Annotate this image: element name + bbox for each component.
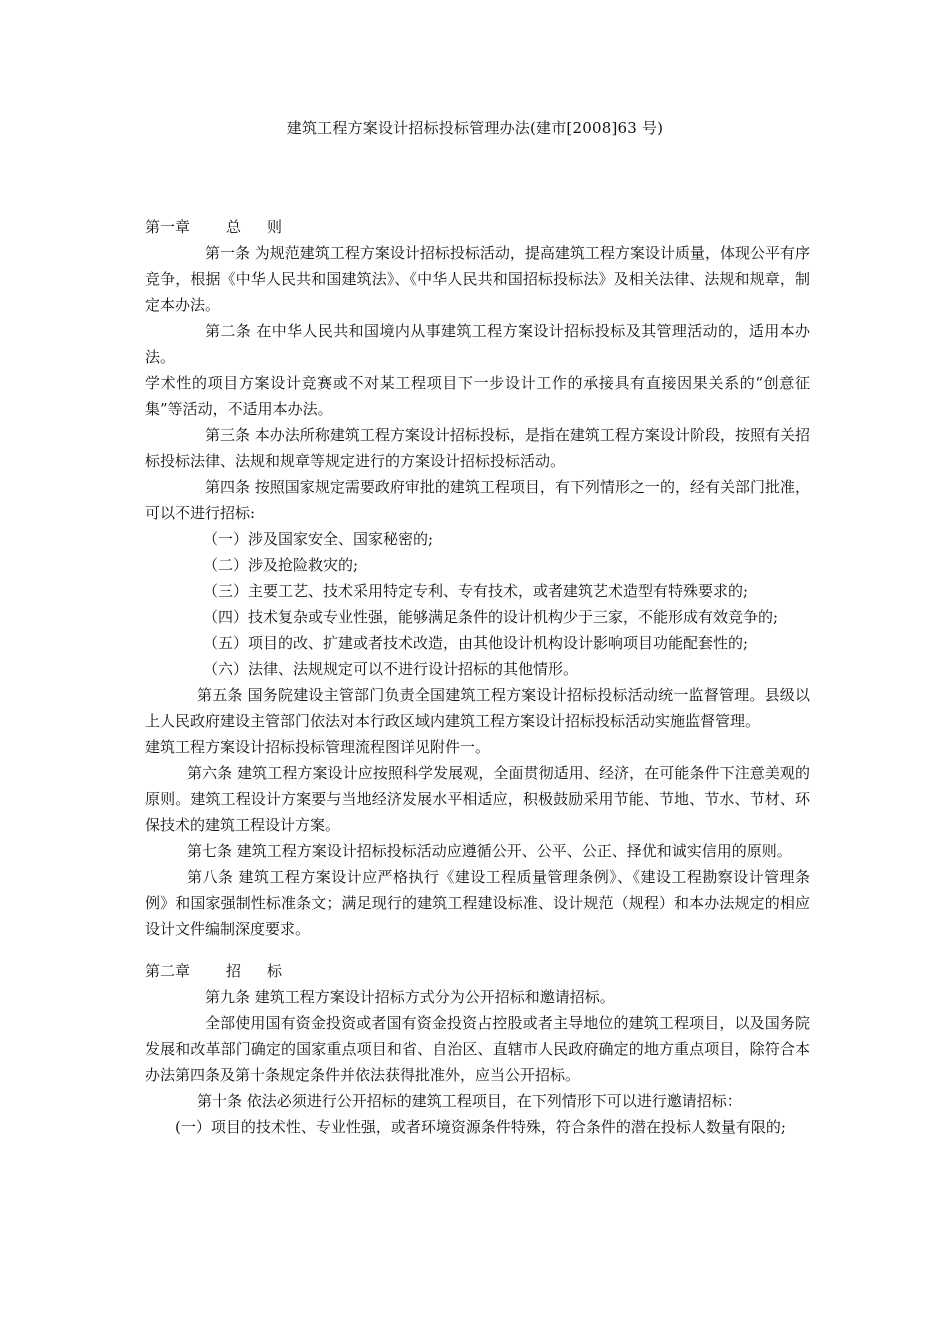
- chapter-1-heading: [145, 214, 810, 240]
- list-item: （六）法律、法规规定可以不进行设计招标的其他情形。: [203, 660, 579, 678]
- document-title: 建筑工程方案设计招标投标管理办法(建市[2008]63 号): [286, 119, 664, 137]
- list-item: （一）涉及国家安全、国家秘密的;: [203, 530, 434, 548]
- article-1: 第一条 为规范建筑工程方案设计招标投标活动，提高建筑工程方案设计质量，体现公平有序竞争，根据《中华人民共和国建筑法》、《中华人民共和国招标投标法》及相关法律、法规和规章，制定本办法。: [145, 244, 810, 314]
- chapter-title-char: 总: [226, 218, 242, 236]
- chapter-number: 第一章: [145, 218, 191, 236]
- article-6: 第六条 建筑工程方案设计应按照科学发展观，全面贯彻适用、经济，在可能条件下注意美观的原则。建筑工程设计方案要与当地经济发展水平相适应，积极鼓励采用节能、节地、节水、节材、环保技术的建筑工程设计方案。: [145, 764, 810, 834]
- chapter-2-heading: [145, 958, 810, 984]
- list-item: （二）涉及抢险救灾的;: [203, 556, 359, 574]
- chapter-title-char: 招: [226, 962, 242, 980]
- article-7: 第七条 建筑工程方案设计招标投标活动应遵循公开、公平、公正、择优和诚实信用的原则。: [187, 842, 792, 860]
- list-item: （三）主要工艺、技术采用特定专利、专有技术，或者建筑艺术造型有特殊要求的;: [203, 582, 749, 600]
- article-3: 第三条 本办法所称建筑工程方案设计招标投标，是指在建筑工程方案设计阶段，按照有关招标投标法律、法规和规章等规定进行的方案设计招标投标活动。: [145, 426, 810, 470]
- article-4: 第四条 按照国家规定需要政府审批的建筑工程项目，有下列情形之一的，经有关部门批准，可以不进行招标:: [145, 478, 810, 522]
- chapter-title-char: 则: [267, 218, 283, 236]
- article-9: 第九条 建筑工程方案设计招标方式分为公开招标和邀请招标。: [205, 988, 615, 1006]
- chapter-number: 第二章: [145, 962, 191, 980]
- article-2: 第二条 在中华人民共和国境内从事建筑工程方案设计招标投标及其管理活动的，适用本办法。: [145, 322, 810, 366]
- list-item: (一）项目的技术性、专业性强，或者环境资源条件特殊，符合条件的潜在投标人数量有限的;: [175, 1118, 786, 1136]
- paragraph: 学术性的项目方案设计竞赛或不对某工程项目下一步设计工作的承接具有直接因果关系的“创意征集”等活动，不适用本办法。: [145, 374, 810, 418]
- chapter-title-char: 标: [267, 962, 283, 980]
- list-item: （五）项目的改、扩建或者技术改造，由其他设计机构设计影响项目功能配套性的;: [203, 634, 749, 652]
- article-5: 第五条 国务院建设主管部门负责全国建筑工程方案设计招标投标活动统一监督管理。县级以上人民政府建设主管部门依法对本行政区域内建筑工程方案设计招标投标活动实施监督管理。: [145, 686, 810, 730]
- list-item: （四）技术复杂或专业性强，能够满足条件的设计机构少于三家，不能形成有效竞争的;: [203, 608, 779, 626]
- document-body: [145, 214, 810, 1140]
- paragraph: 建筑工程方案设计招标投标管理流程图详见附件一。: [145, 738, 491, 756]
- article-10: 第十条 依法必须进行公开招标的建筑工程项目，在下列情形下可以进行邀请招标：: [197, 1092, 742, 1110]
- paragraph: 全部使用国有资金投资或者国有资金投资占控股或者主导地位的建筑工程项目，以及国务院发展和改革部门确定的国家重点项目和省、自治区、直辖市人民政府确定的地方重点项目，除符合本办法第四条及第十条规定条件并依法获得批准外，应当公开招标。: [145, 1014, 810, 1084]
- article-8: 第八条 建筑工程方案设计应严格执行《建设工程质量管理条例》、《建设工程勘察设计管理条例》和国家强制性标准条文；满足现行的建筑工程建设标准、设计规范（规程）和本办法规定的相应设计文件编制深度要求。: [145, 868, 810, 938]
